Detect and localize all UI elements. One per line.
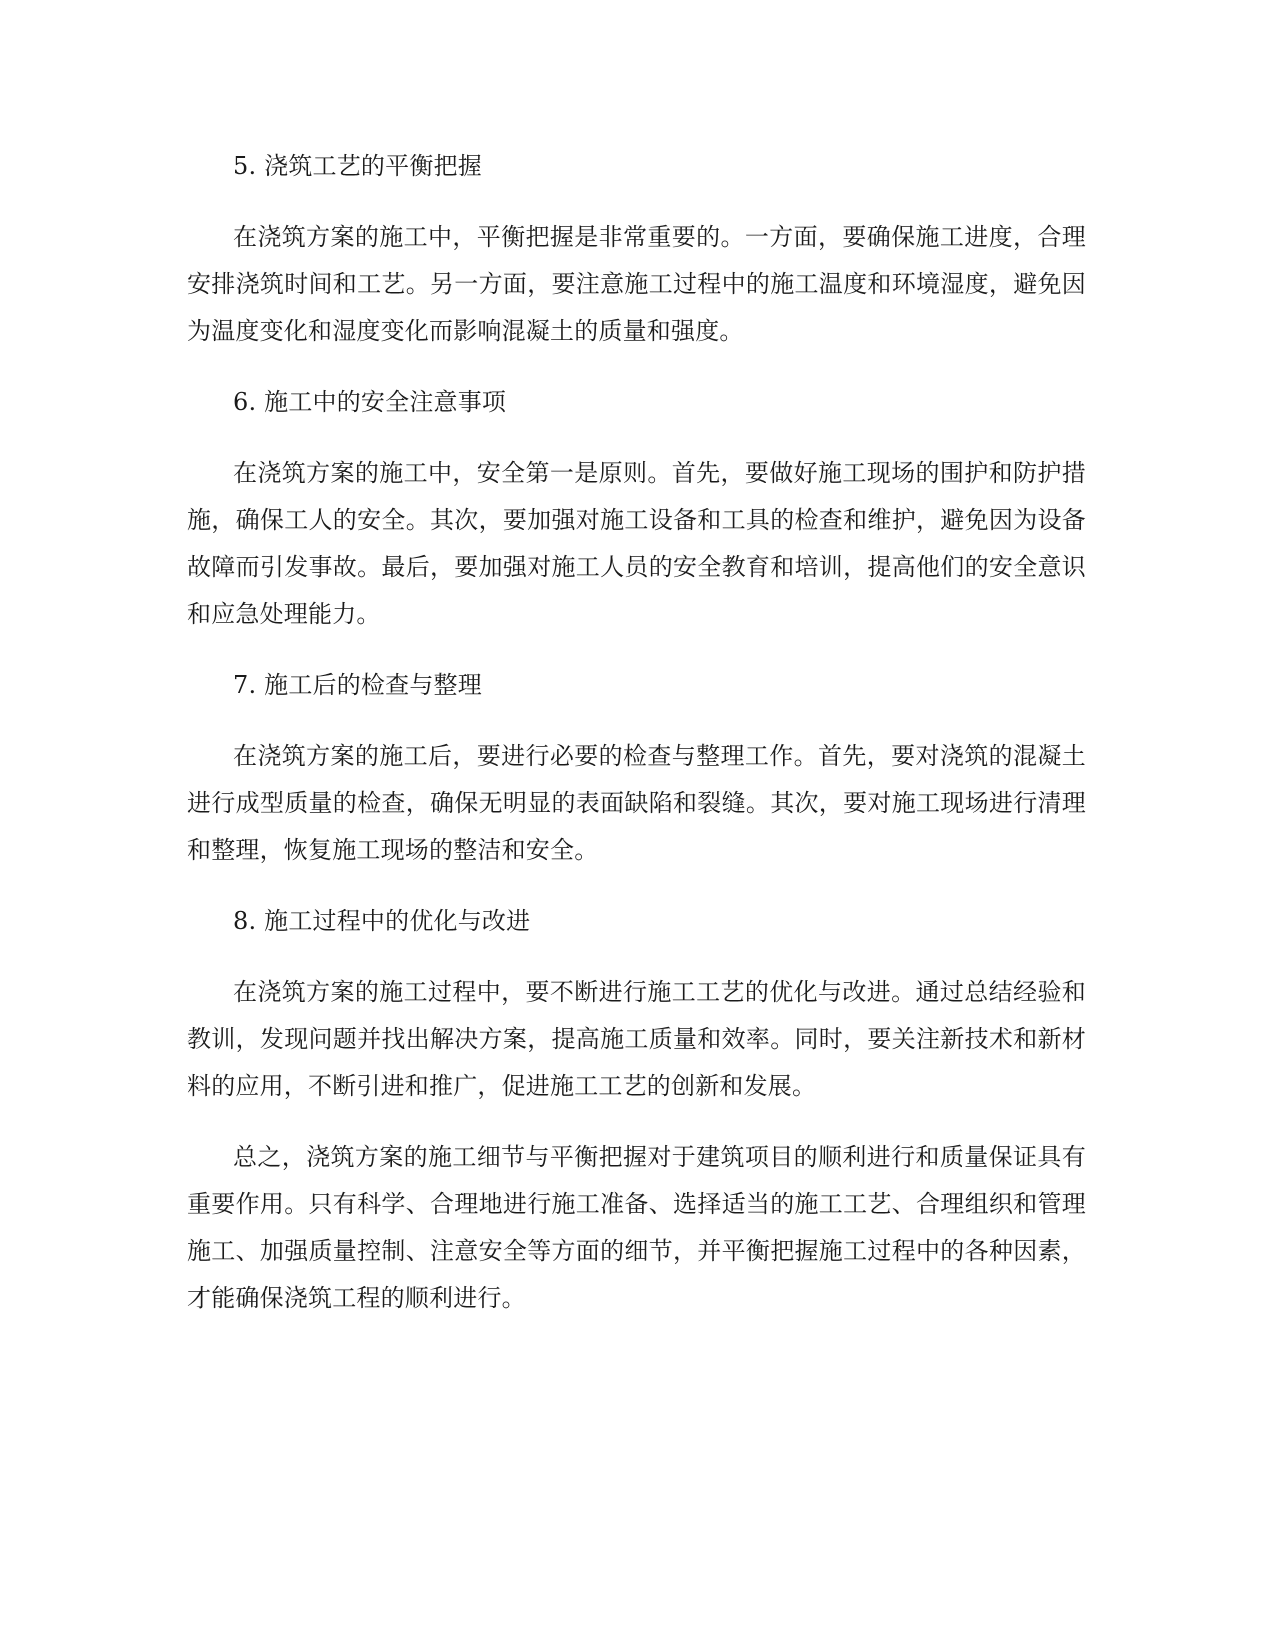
- section-paragraph: 在浇筑方案的施工后，要进行必要的检查与整理工作。首先，要对浇筑的混凝土进行成型质量的检查，确保无明显的表面缺陷和裂缝。其次，要对施工现场进行清理和整理，恢复施工现场的整洁和安全。: [187, 742, 1086, 864]
- section-paragraph: 在浇筑方案的施工中，平衡把握是非常重要的。一方面，要确保施工进度，合理安排浇筑时间和工艺。另一方面，要注意施工过程中的施工温度和环境湿度，避免因为温度变化和湿度变化而影响混凝土的质量和强度。: [187, 223, 1086, 345]
- section-paragraph: 在浇筑方案的施工中，安全第一是原则。首先，要做好施工现场的围护和防护措施，确保工人的安全。其次，要加强对施工设备和工具的检查和维护，避免因为设备故障而引发事故。最后，要加强对施工人员的安全教育和培训，提高他们的安全意识和应急处理能力。: [187, 459, 1086, 628]
- document-body: [187, 143, 1086, 1346]
- conclusion-paragraph: 总之，浇筑方案的施工细节与平衡把握对于建筑项目的顺利进行和质量保证具有重要作用。只有科学、合理地进行施工准备、选择适当的施工工艺、合理组织和管理施工、加强质量控制、注意安全等方面的细节，并平衡把握施工过程中的各种因素，才能确保浇筑工程的顺利进行。: [187, 1143, 1086, 1312]
- section-paragraph: 在浇筑方案的施工过程中，要不断进行施工工艺的优化与改进。通过总结经验和教训，发现问题并找出解决方案，提高施工质量和效率。同时，要关注新技术和新材料的应用，不断引进和推广，促进施工工艺的创新和发展。: [187, 978, 1086, 1100]
- section-heading: 7. 施工后的检查与整理: [233, 671, 482, 699]
- section-heading: 5. 浇筑工艺的平衡把握: [233, 152, 482, 180]
- section-heading: 6. 施工中的安全注意事项: [233, 388, 507, 416]
- section-heading: 8. 施工过程中的优化与改进: [233, 907, 531, 935]
